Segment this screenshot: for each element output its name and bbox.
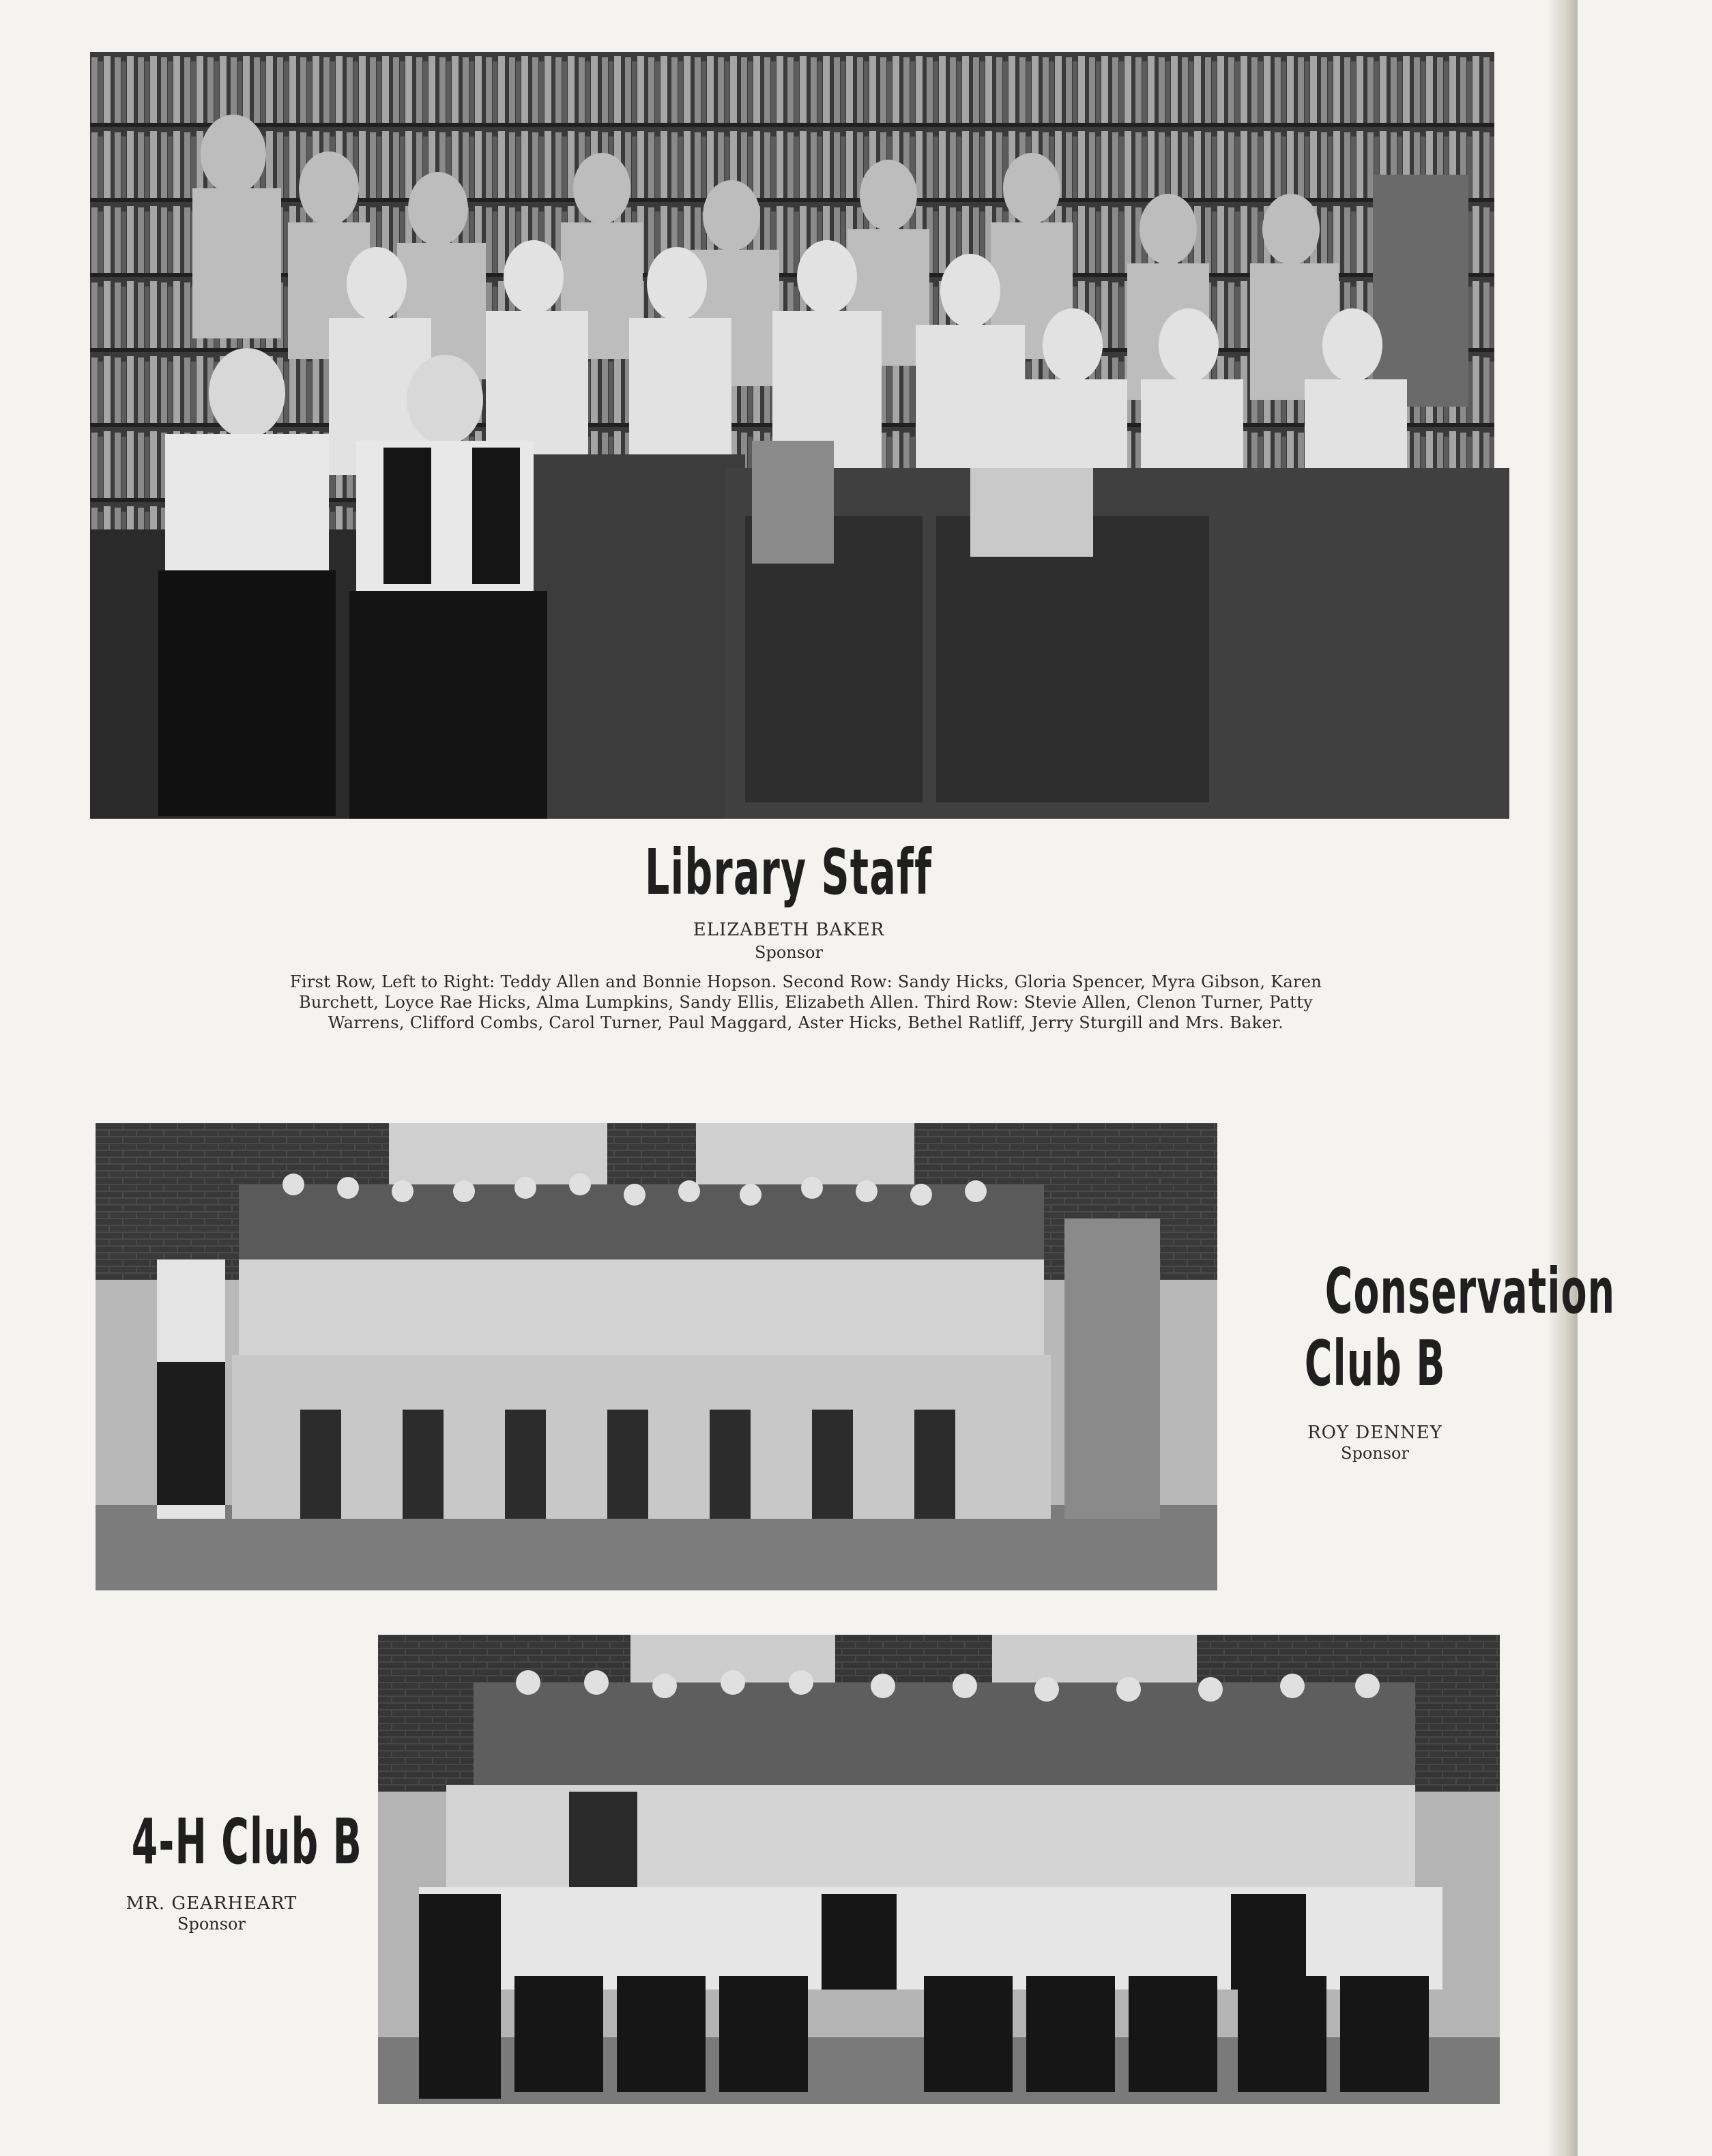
fourh-sponsor-name: MR. GEARHEART [126, 1893, 298, 1914]
conservation-title-line2: Club B [1304, 1327, 1446, 1400]
conservation-sponsor-role: Sponsor [1341, 1444, 1409, 1463]
fourh-club-photo [378, 1635, 1500, 2104]
fourh-club-title: 4-H Club B [131, 1805, 363, 1878]
fourh-sponsor-role: Sponsor [177, 1914, 246, 1934]
library-staff-title: Library Staff [645, 836, 933, 909]
page-edge-shadow [1546, 0, 1578, 2156]
library-staff-caption: First Row, Left to Right: Teddy Allen and Bonnie Hopson. Second Row: Sandy Hicks, Gloria Spencer, Myra Gibson, Karen Burchett, Loyce Rae Hicks, Alma Lumpkins, Sandy Ellis, Elizabeth Allen. Third Row: Stevie Allen, Clenon Turner, Patty Warrens, Clifford Combs, Carol Turner, Paul Maggard, Aster Hicks, Bethel Ratliff, Jerry Sturgill and Mrs. Baker. [289, 972, 1322, 1032]
conservation-sponsor-name: ROY DENNEY [1307, 1423, 1442, 1443]
conservation-club-photo [96, 1123, 1217, 1590]
conservation-title-line1: Conservation [1324, 1255, 1616, 1328]
library-sponsor-role: Sponsor [755, 943, 823, 962]
library-sponsor-name: ELIZABETH BAKER [693, 920, 885, 940]
library-staff-photo [90, 52, 1494, 819]
